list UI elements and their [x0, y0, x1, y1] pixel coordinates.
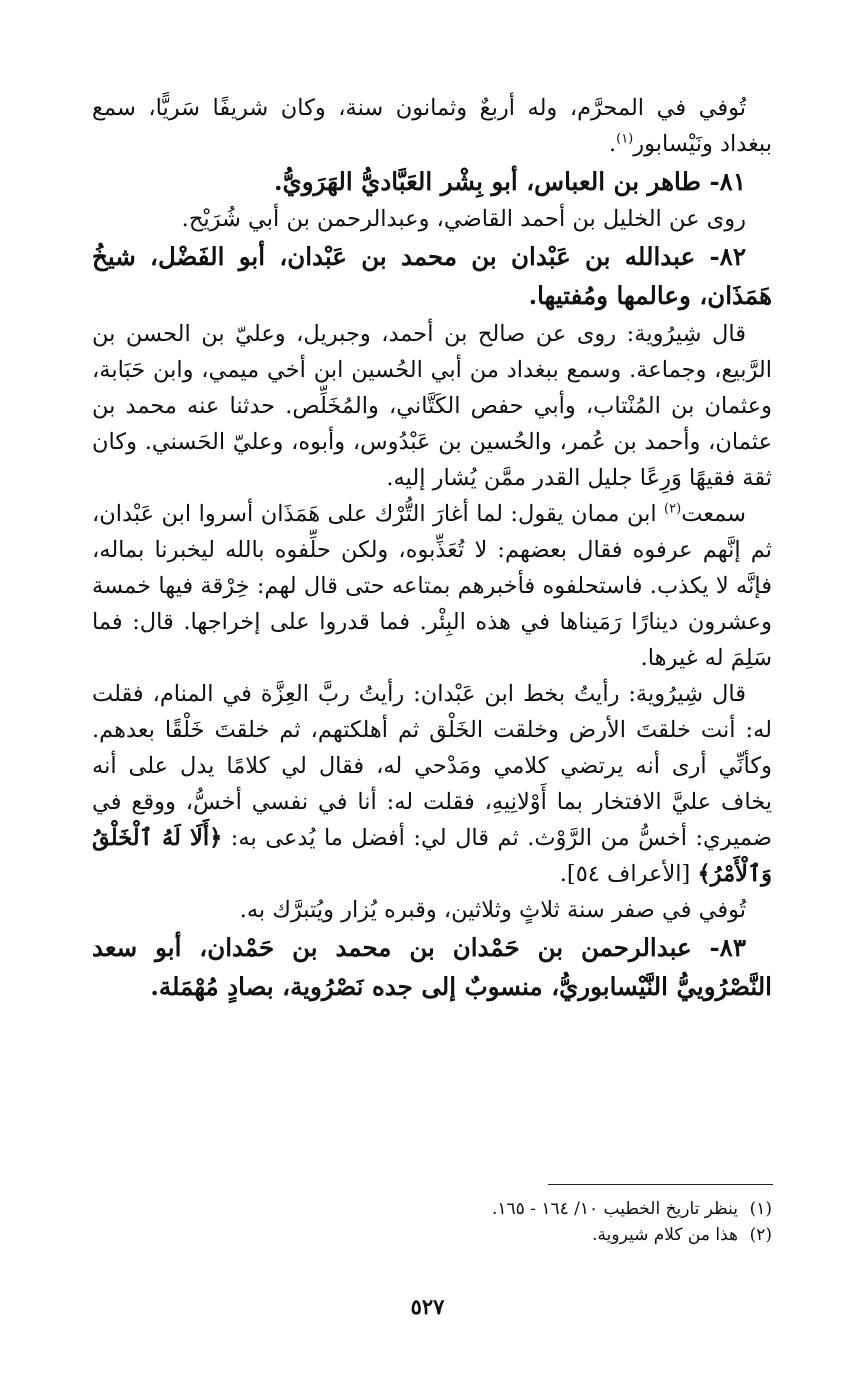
paragraph-start: سمعت [681, 500, 746, 527]
footnote-text: ينظر تاريخ الخطيب ١٠/ ١٦٤ - ١٦٥. [491, 1199, 738, 1219]
paragraph-text: تُوفي في المحرَّم، وله أربعٌ وثمانون سنة، وكان شريفًا سَريًّا، سمع ببغداد ونَيْسابور [92, 95, 772, 157]
entry-82-paragraph-2 [92, 496, 772, 676]
footnote-number: (٢) [749, 1225, 772, 1246]
footnote-number: (١) [749, 1199, 772, 1219]
page-body [92, 90, 772, 1006]
paragraph-death-note [92, 90, 772, 162]
entry-heading-81: ٨١- طاهر بن العباس، أبو بِشْر العَبَّاديُّ الهَرَويُّ. [274, 167, 746, 196]
paragraph-text: ابن ممان يقول: لما أغارَ التُّرْك على هَمَذَان أسروا ابن عَبْدان، ثم إنَّهم عرفوه فقال بعضهم: لا تُعَذِّبوه، ولكن حلِّفوه بالله ليخبرنا بماله، فإنَّه لا يكذب. فاستحلفوه فأخبرهم بمتاعه حتى قال لهم: خِرْقة فيها خمسة وعشرون دينارًا رَمَيناها في هذه البِئْر. فما قدروا على إخراجها. قال: فما سَلِمَ له غيرها. [92, 500, 772, 671]
entry-heading-82: ٨٢- عبدالله بن عَبْدان بن محمد بن عَبْدان، أبو الفَضْل، شيخُ هَمَذَان، وعالمها ومُفتيها. [92, 242, 772, 311]
footnote-ref-2[interactable]: (٢) [664, 501, 682, 517]
footnote-1 [92, 1196, 772, 1222]
entry-81-text: روى عن الخليل بن أحمد القاضي، وعبدالرحمن بن أبي شُرَيْح. [181, 206, 746, 233]
entry-82-paragraph-1: قال شِيرُوية: روى عن صالح بن أحمد، وجبريل، وعليّ بن الحسن بن الرَّبيع، وجماعة. وسمع ببغداد من أبي الحُسين ابن أخي ميمي، وابن حَبَابة، وعثمان بن المُنْتاب، وأبي حفص الكَتَّاني، والمُخَلِّص. حدثنا عنه محمد بن عثمان، وأحمد بن عُمر، والحُسين بن عَبْدُوس، وأبوه، وعليّ الحَسني. وكان ثقة فقيهًا وَرِعًا جليل القدر ممَّن يُشار إليه. [92, 320, 772, 491]
page-number: ٥٢٧ [410, 1294, 445, 1319]
verse-citation: [الأعراف ٥٤]. [559, 860, 698, 887]
entry-82-paragraph-3 [92, 676, 772, 892]
footnote-ref-1[interactable]: (١) [616, 131, 634, 147]
footnotes [92, 1196, 772, 1249]
footnote-text: هذا من كلام شيروية. [592, 1225, 738, 1246]
footnote-2 [92, 1222, 772, 1248]
paragraph-end: . [608, 131, 617, 157]
entry-heading-83: ٨٣- عبدالرحمن بن حَمْدان بن محمد بن حَمْدان، أبو سعد النَّصْرُوييُّ النَّيْسابوريُّ، منسوبٌ إلى جده نَصْرُوية، بصادٍ مُهْمَلة. [92, 932, 772, 1001]
paragraph-text: قال شِيرُوية: رأيتُ بخط ابن عَبْدان: رأيتُ ربَّ العِزَّة في المنام، فقلت له: أنت خلقتَ الأرض وخلقت الخَلْق ثم أهلكتهم، ثم خلقتَ خَلْقًا بعدهم. وكأنِّي أرى أنه يرتضي كلامي ومَدْحي له، فقال لي كلامًا يدل على أنه يخاف عليَّ الافتخار بما أَوْلانِيهِ، فقلت له: أنا في نفسي أخسُّ، ووقع في ضميري: أخسُّ من الرَّوْث. ثم قال لي: أفضل ما يُدعى به: [92, 680, 772, 851]
quran-verse: ﴿أَلَا لَهُ ٱلْخَلْقُ وَٱلْأَمْرُ﴾ [92, 824, 772, 887]
entry-82-paragraph-4: تُوفي في صفر سنة ثلاثٍ وثلاثين، وقبره يُزار ويُتبرَّك به. [239, 896, 746, 923]
footnote-divider [548, 1184, 773, 1185]
